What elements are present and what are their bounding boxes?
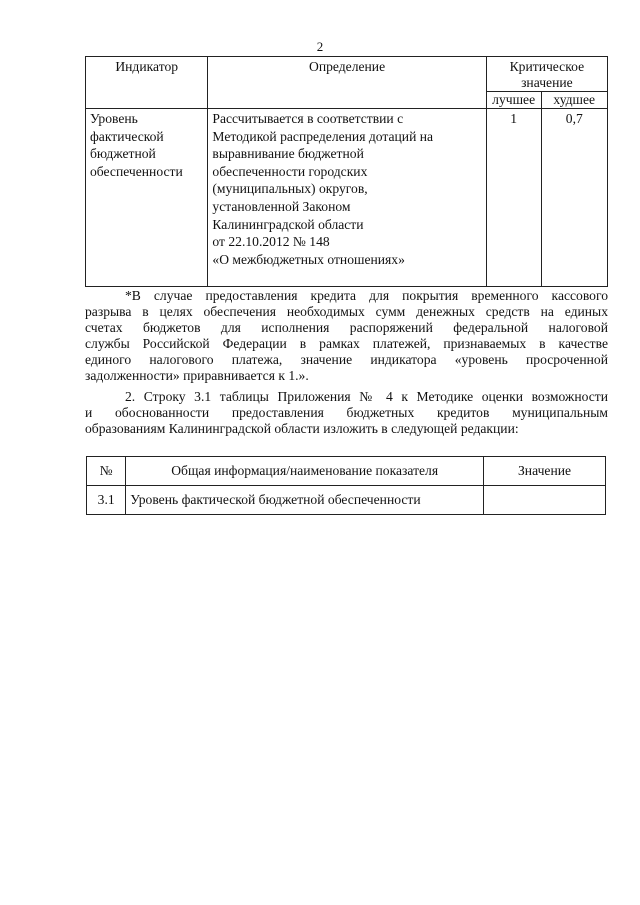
cell-definition — [208, 109, 486, 287]
header-critical-value — [486, 57, 607, 92]
text-line: службы Российской Федерации в рамках платежей, признаваемых в качестве — [85, 336, 608, 351]
header-worst: худшее — [541, 92, 607, 109]
table-row — [86, 109, 608, 287]
indicator-line: обеспеченности — [90, 163, 183, 179]
footnote-paragraph — [85, 288, 608, 384]
definition-line: обеспеченности городских — [212, 163, 368, 179]
indicator-line: Уровень — [90, 111, 138, 126]
indicator-line: фактической — [90, 128, 164, 144]
header-indicator: Индикатор — [86, 57, 208, 109]
table-row — [87, 486, 606, 515]
header-number: № — [87, 457, 126, 486]
definition-line: от 22.10.2012 № 148 — [212, 234, 330, 250]
definition-line: Рассчитывается в соответствии с — [212, 111, 404, 126]
header-critical-line-1: Критическое — [509, 59, 585, 74]
item-2-paragraph — [85, 389, 608, 437]
text-line: разрыва в целях обеспечения необходимых сумм денежных средств на единых — [85, 304, 608, 319]
page-number: 2 — [316, 39, 324, 54]
cell-name: Уровень фактической бюджетной обеспеченности — [126, 486, 484, 515]
indicator-table — [85, 56, 608, 287]
cell-value — [484, 486, 606, 515]
definition-line: (муниципальных) округов, — [212, 181, 368, 197]
definition-line: установленной Законом — [212, 198, 351, 214]
cell-worst-value: 0,7 — [541, 109, 607, 287]
header-critical-line-2: значение — [521, 75, 573, 90]
cell-best-value: 1 — [486, 109, 541, 287]
indicator-line: бюджетной — [90, 146, 156, 162]
text-line: *В случае предоставления кредита для покрытия временного кассового — [125, 288, 608, 303]
cell-indicator — [86, 109, 208, 287]
cell-number: 3.1 — [87, 486, 126, 515]
info-table — [86, 456, 606, 515]
definition-line: «О межбюджетных отношениях» — [212, 251, 405, 267]
header-name: Общая информация/наименование показателя — [126, 457, 484, 486]
header-definition: Определение — [208, 57, 486, 109]
header-best: лучшее — [486, 92, 541, 109]
text-line: 2. Строку 3.1 таблицы Приложения № 4 к Методике оценки возможности — [125, 389, 608, 404]
text-line: образованиям Калининградской области изложить в следующей редакции: — [85, 421, 519, 436]
definition-line: Калининградской области — [212, 216, 364, 232]
text-line: задолженности» приравнивается к 1.». — [85, 368, 309, 383]
definition-line: Методикой распределения дотаций на — [212, 128, 434, 144]
header-value: Значение — [484, 457, 606, 486]
text-line: счетах бюджетов для исполнения распоряжений федеральной налоговой — [85, 320, 608, 335]
text-line: и обоснованности предоставления бюджетных кредитов муниципальным — [85, 405, 608, 420]
table-header-row — [87, 457, 606, 486]
text-line: единого налогового платежа, значение индикатора «уровень просроченной — [85, 352, 608, 367]
definition-line: выравнивание бюджетной — [212, 146, 364, 162]
